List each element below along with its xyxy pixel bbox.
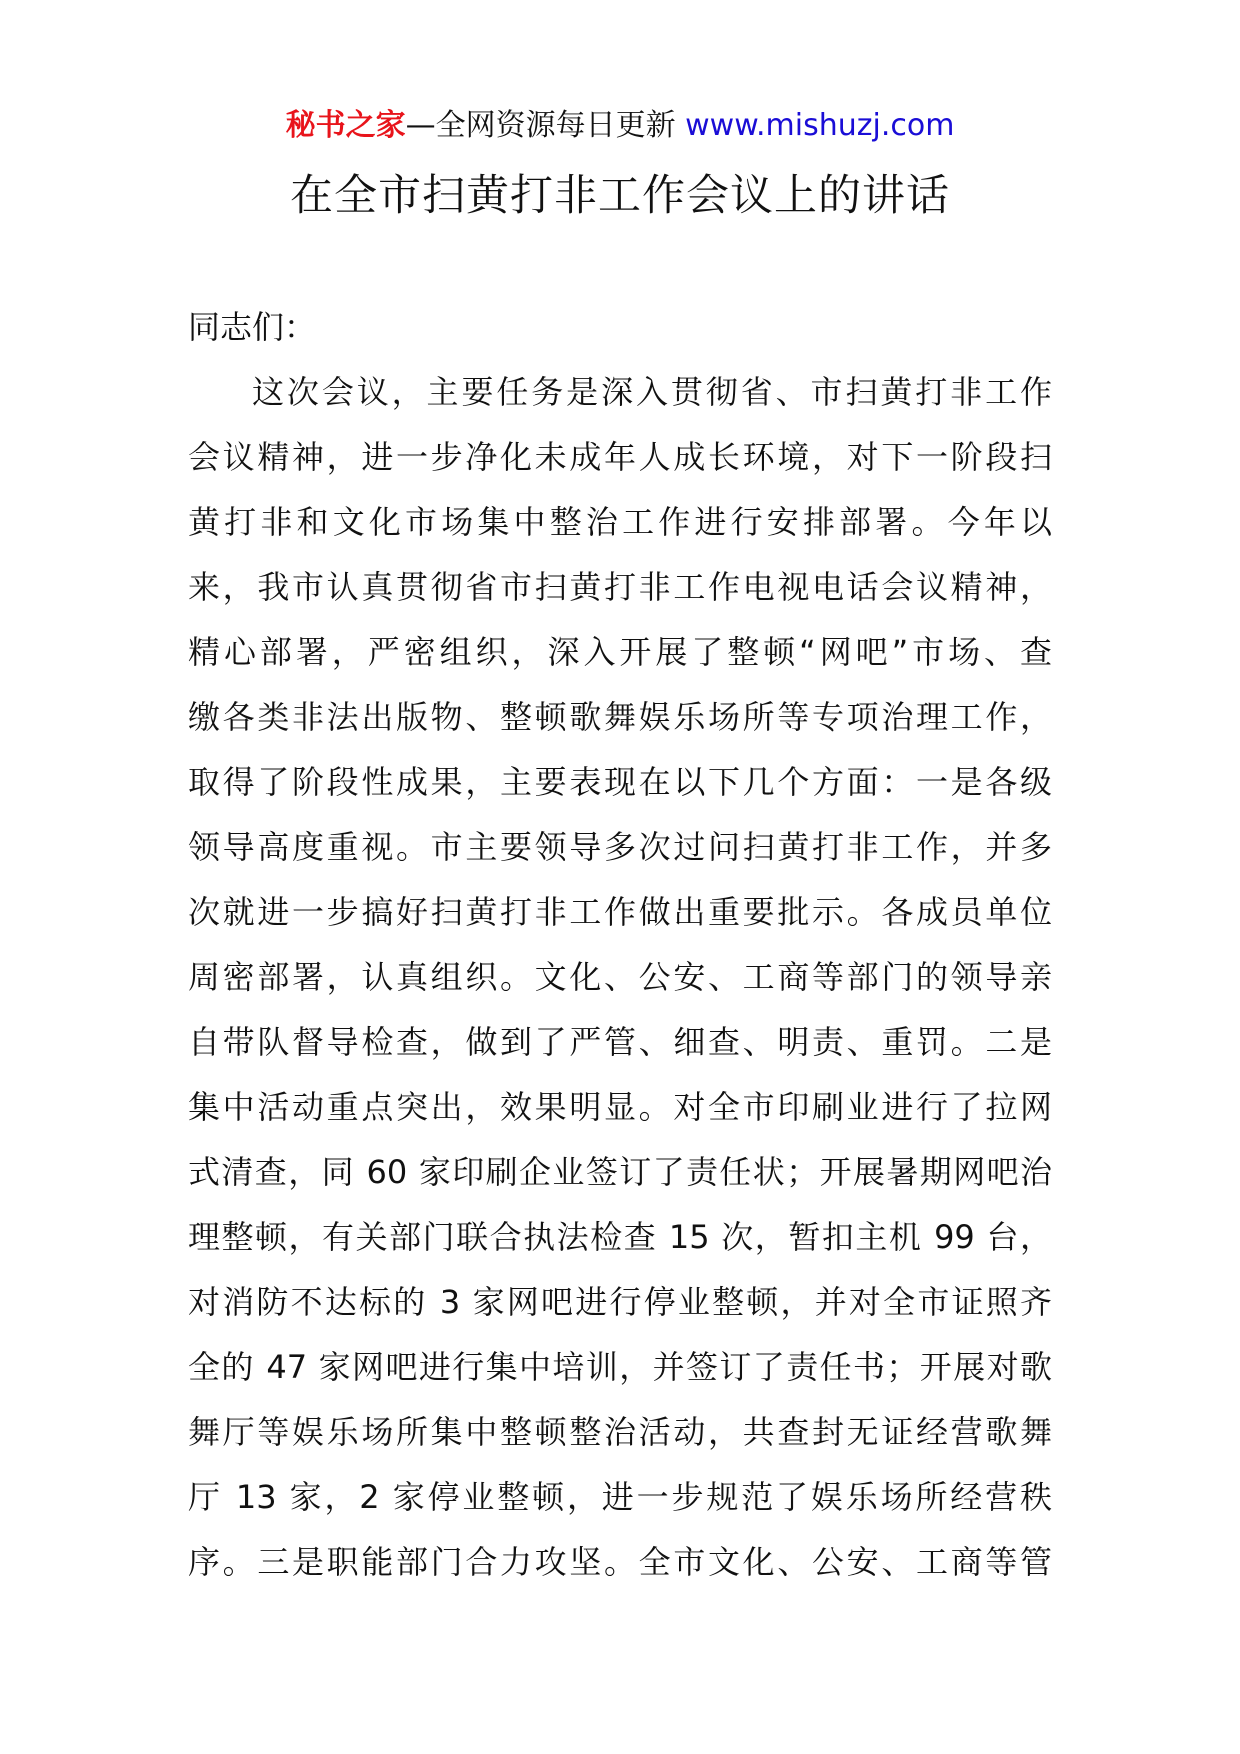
- paragraph-line: 取得了阶段性成果，主要表现在以下几个方面：一是各级: [188, 763, 1052, 801]
- site-slogan: —全网资源每日更新: [405, 108, 686, 143]
- paragraph-line: 式清查，同 60 家印刷企业签订了责任状；开展暑期网吧治: [188, 1153, 1052, 1191]
- paragraph-line: 理整顿，有关部门联合执法检查 15 次，暂扣主机 99 台，: [188, 1218, 1052, 1256]
- paragraph-line: 对消防不达标的 3 家网吧进行停业整顿，并对全市证照齐: [188, 1283, 1052, 1321]
- document-title: 在全市扫黄打非工作会议上的讲话: [290, 171, 950, 221]
- paragraph-line: 缴各类非法出版物、整顿歌舞娱乐场所等专项治理工作，: [188, 698, 1052, 736]
- paragraph-line: 舞厅等娱乐场所集中整顿整治活动，共查封无证经营歌舞: [188, 1413, 1052, 1451]
- paragraph-line: 黄打非和文化市场集中整治工作进行安排部署。今年以: [188, 503, 1052, 541]
- site-header: [0, 104, 1240, 148]
- paragraph-line: 精心部署，严密组织，深入开展了整顿“网吧”市场、查: [188, 633, 1052, 671]
- document-body: [188, 295, 1052, 1595]
- salutation: 同志们：: [188, 308, 317, 346]
- brand-name: 秘书之家: [285, 108, 406, 143]
- paragraph-line: 次就进一步搞好扫黄打非工作做出重要批示。各成员单位: [188, 893, 1052, 931]
- paragraph-line: 这次会议，主要任务是深入贯彻省、市扫黄打非工作: [252, 373, 1052, 411]
- paragraph-line: 厅 13 家，2 家停业整顿，进一步规范了娱乐场所经营秩: [188, 1478, 1052, 1516]
- paragraph-line: 自带队督导检查，做到了严管、细查、明责、重罚。二是: [188, 1023, 1052, 1061]
- paragraph-line: 全的 47 家网吧进行集中培训，并签订了责任书；开展对歌: [188, 1348, 1052, 1386]
- site-url-link[interactable]: www.mishuzj.com: [685, 108, 955, 143]
- paragraph-line: 集中活动重点突出，效果明显。对全市印刷业进行了拉网: [188, 1088, 1052, 1126]
- paragraph-line: 周密部署，认真组织。文化、公安、工商等部门的领导亲: [188, 958, 1052, 996]
- paragraph-line: 序。三是职能部门合力攻坚。全市文化、公安、工商等管: [188, 1543, 1052, 1581]
- paragraph-line: 领导高度重视。市主要领导多次过问扫黄打非工作，并多: [188, 828, 1052, 866]
- paragraph-line: 会议精神，进一步净化未成年人成长环境，对下一阶段扫: [188, 438, 1052, 476]
- paragraph-line: 来，我市认真贯彻省市扫黄打非工作电视电话会议精神，: [188, 568, 1052, 606]
